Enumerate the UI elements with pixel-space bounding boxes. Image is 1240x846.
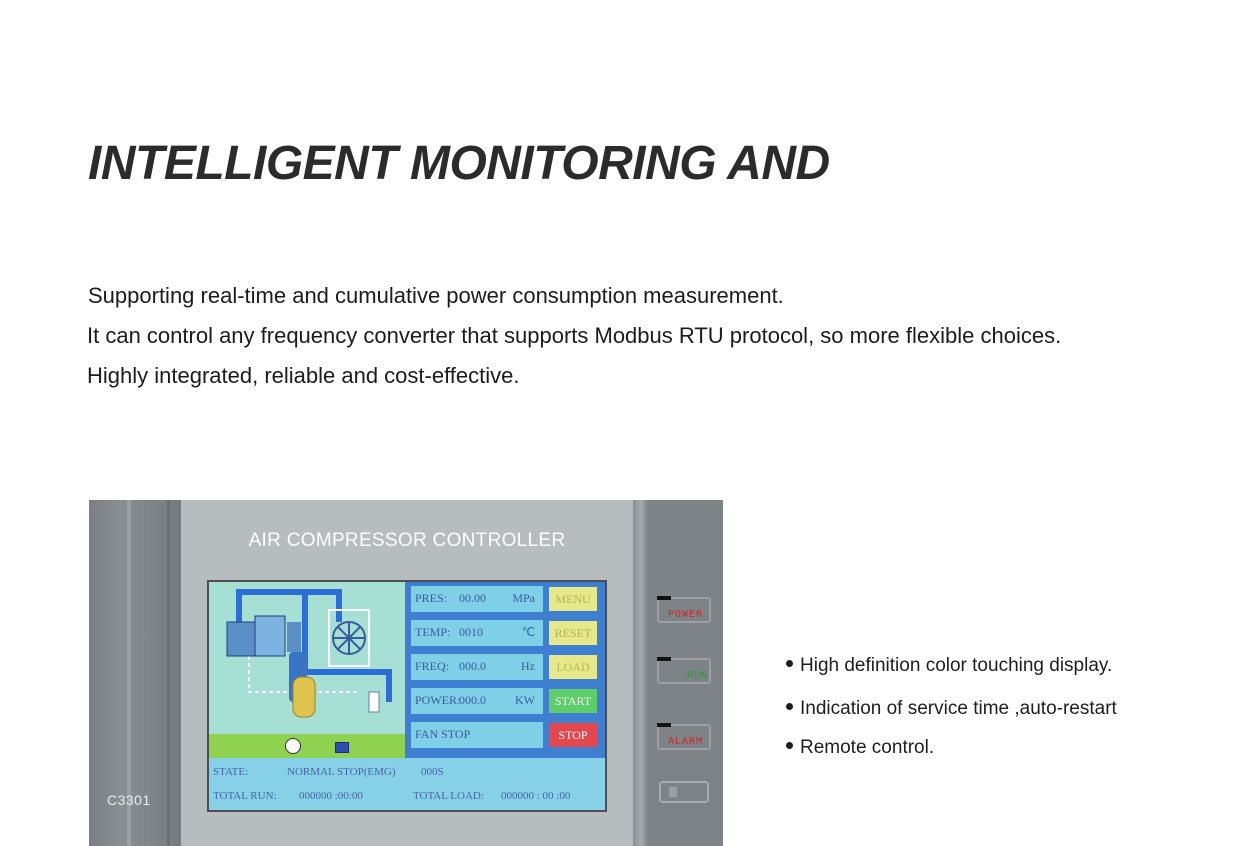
diagram-status-bar (209, 734, 405, 758)
reading-frequency: FREQ: 000.0 Hz (411, 654, 543, 680)
description-line: It can control any frequency converter that supports Modbus RTU protocol, so more flexible choices. (87, 323, 1062, 348)
feature-item: Remote control. (786, 737, 934, 759)
page-title: INTELLIGENT MONITORING AND (88, 137, 830, 190)
total-load-value: 000000 : 00 :00 (501, 790, 571, 802)
description-line: Supporting real-time and cumulative power consumption measurement. (88, 283, 784, 308)
status-info-panel (209, 758, 605, 812)
run-led-icon (657, 657, 671, 661)
left-rail (89, 500, 181, 846)
controller-bezel (181, 500, 633, 846)
compressor-schematic-icon (209, 582, 405, 742)
total-run-value: 000000 :00:00 (299, 790, 363, 802)
start-button[interactable]: START (549, 689, 597, 713)
power-indicator: POWER (657, 597, 711, 623)
feature-item: High definition color touching display. (786, 655, 1112, 677)
reading-temperature: TEMP: 0010 ℃ (411, 620, 543, 646)
description-line: Highly integrated, reliable and cost-effective. (87, 363, 520, 388)
menu-button[interactable]: MENU (549, 587, 597, 611)
panel-title: AIR COMPRESSOR CONTROLLER (248, 530, 566, 551)
controller-product-image (89, 500, 723, 846)
compressor-diagram (209, 582, 405, 742)
alarm-indicator: ALARM (657, 724, 711, 750)
bullet-icon (786, 742, 793, 749)
run-indicator: RUN (657, 658, 711, 684)
stop-button[interactable]: STOP (549, 723, 597, 747)
state-label: STATE: (213, 766, 249, 778)
load-button[interactable]: LOAD (549, 655, 597, 679)
reading-pressure: PRES: 00.00 MPa (411, 586, 543, 612)
pressure-gauge-icon (285, 738, 301, 754)
total-run-label: TOTAL RUN: (213, 790, 277, 802)
battery-icon (335, 742, 349, 753)
reading-power: POWER: 000.0 KW (411, 688, 543, 714)
model-label: C3301 (107, 792, 151, 808)
bullet-icon (786, 703, 793, 710)
bullet-icon (786, 660, 793, 667)
state-time: 000S (421, 766, 444, 778)
usb-icon (669, 787, 677, 797)
reset-button[interactable]: RESET (549, 621, 597, 645)
feature-item: Indication of service time ,auto-restart (786, 698, 1117, 720)
readings-panel (409, 582, 607, 760)
description (87, 276, 1061, 396)
state-value: NORMAL STOP(EMG) (287, 766, 396, 778)
controller-screen (207, 580, 607, 812)
alarm-led-icon (657, 723, 671, 727)
total-load-label: TOTAL LOAD: (413, 790, 484, 802)
power-led-icon (657, 596, 671, 600)
usb-port (659, 781, 709, 803)
reading-fan: FAN STOP (411, 722, 543, 748)
